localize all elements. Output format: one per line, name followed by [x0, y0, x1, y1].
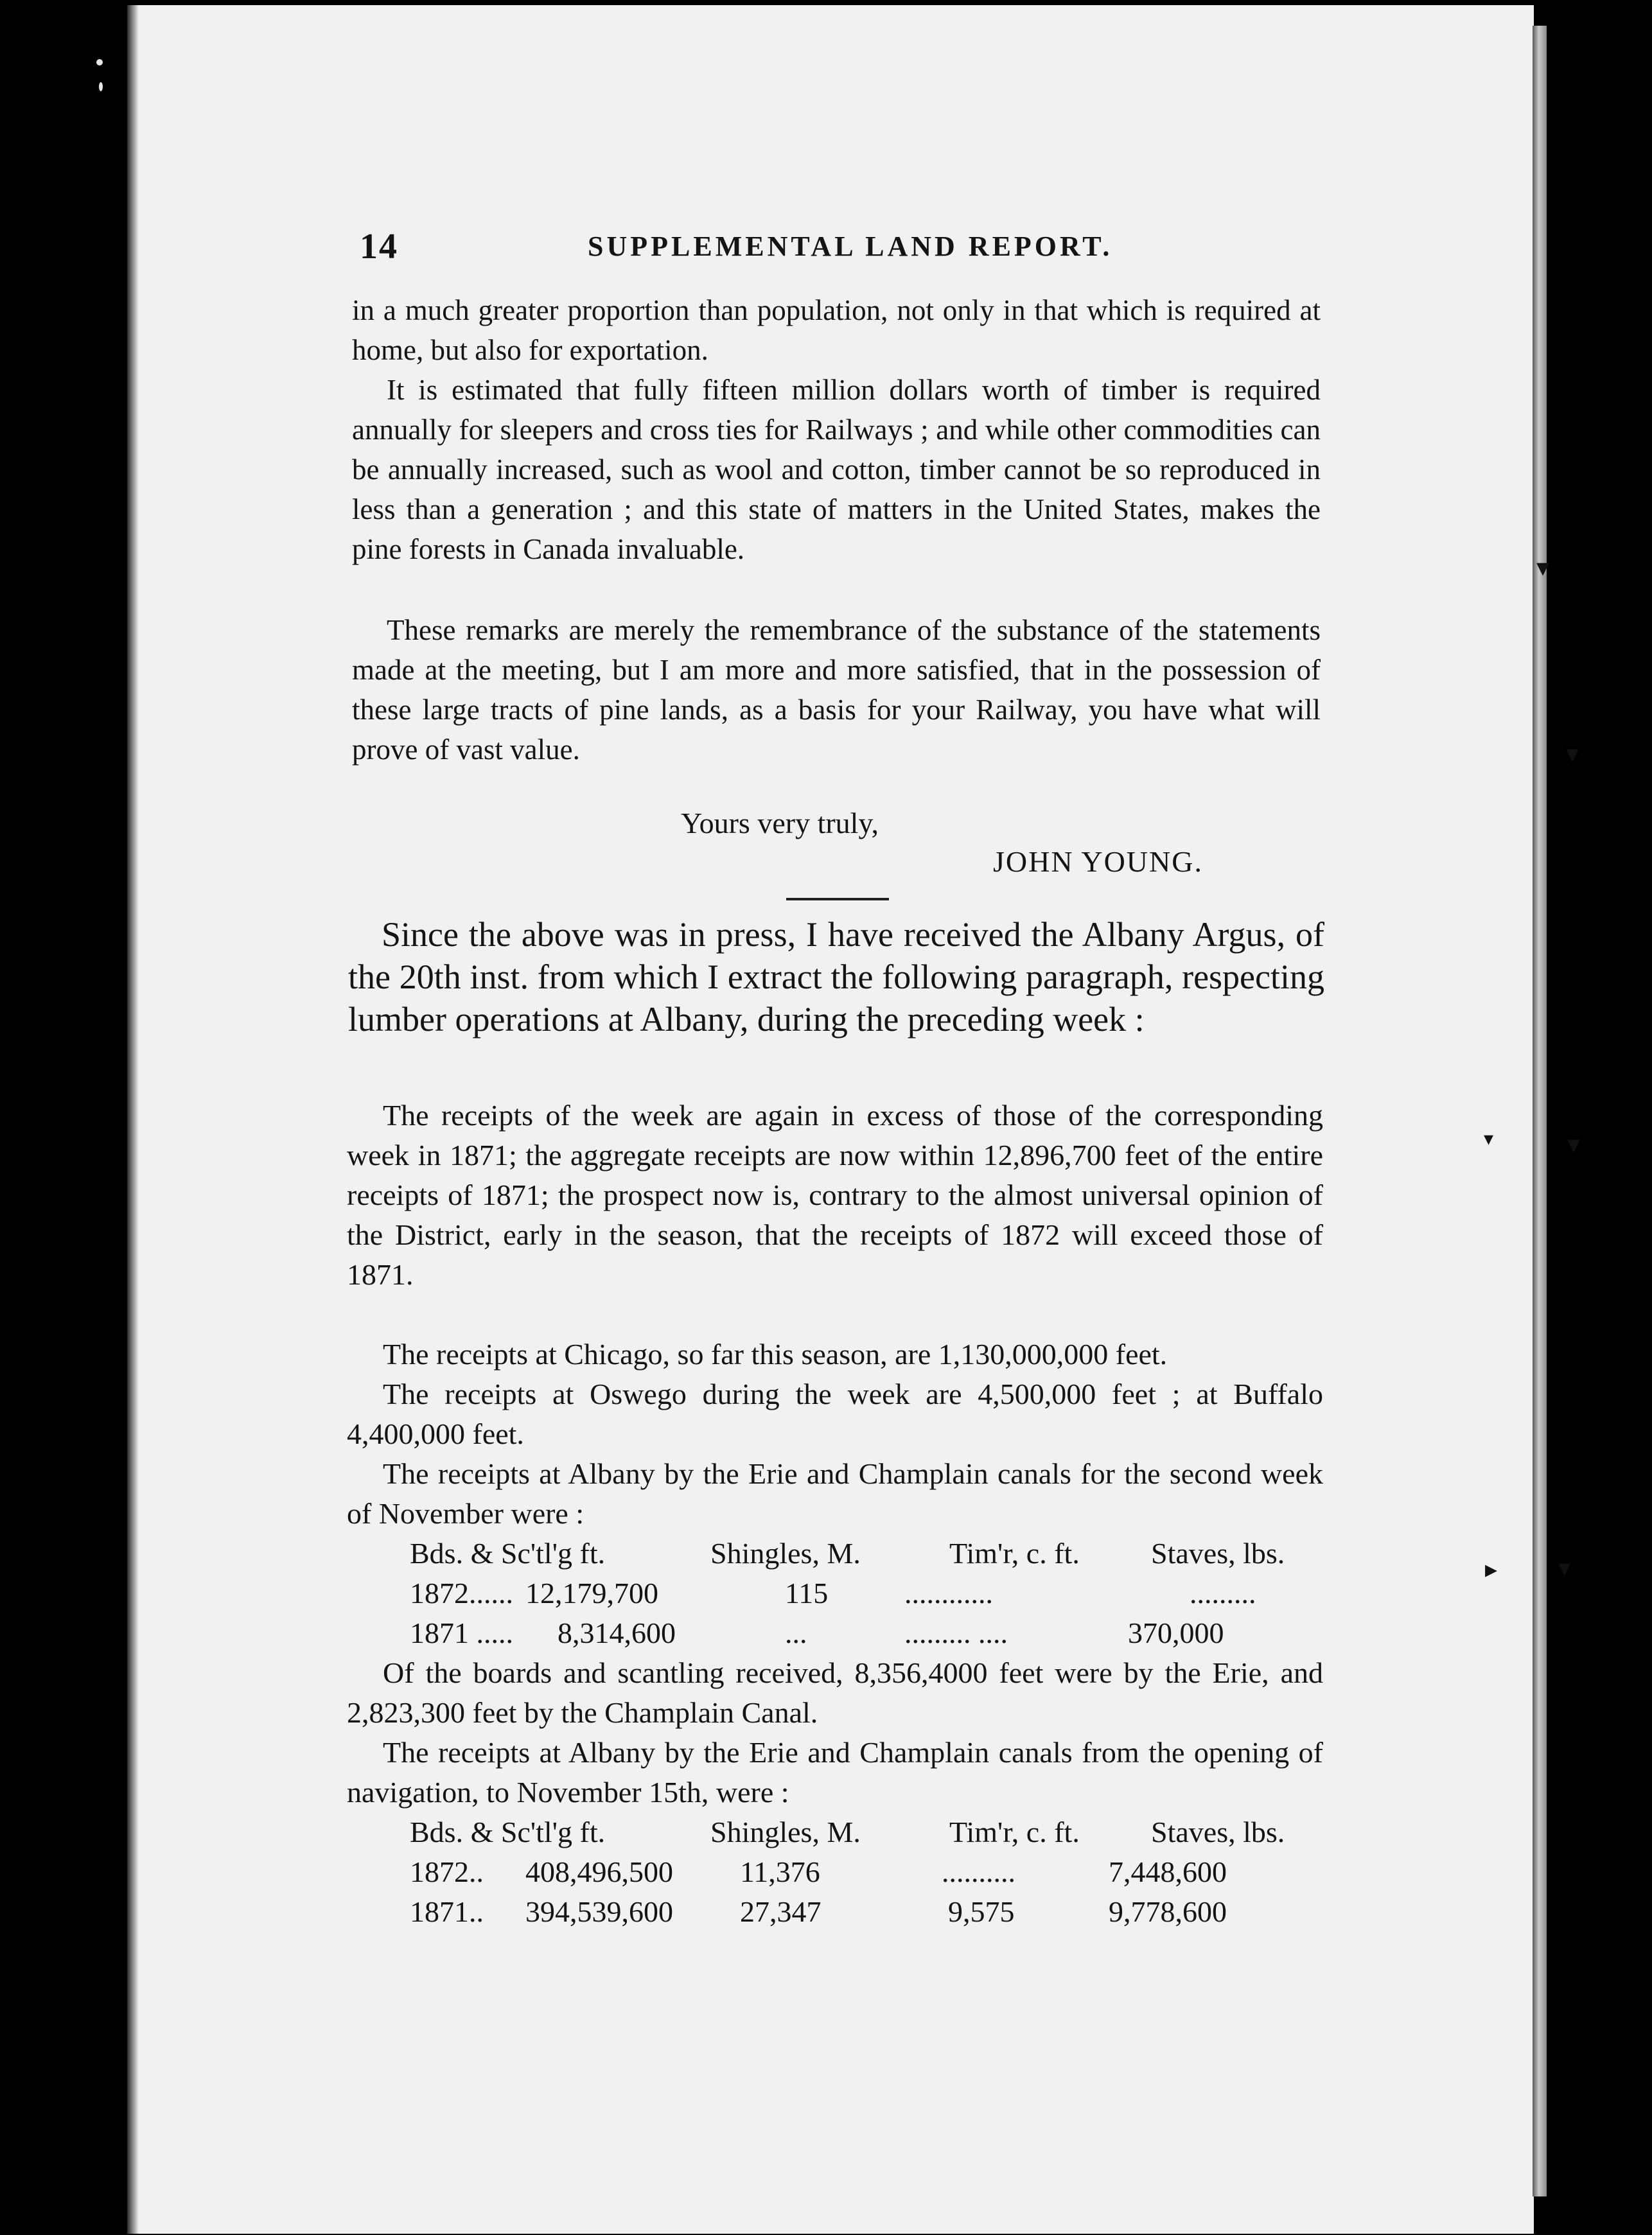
- table-row: [347, 1852, 1323, 1892]
- year-cell: 1872......: [410, 1577, 513, 1609]
- letter-signature: JOHN YOUNG.: [993, 845, 1203, 878]
- boards-cell: 408,496,500: [525, 1855, 673, 1888]
- column-header: Shingles, M.: [710, 1816, 861, 1848]
- margin-mark: ▾: [1484, 1128, 1494, 1150]
- column-header: Bds. & Sc'tl'g ft.: [410, 1816, 606, 1848]
- receipts-table-season: [347, 1812, 1323, 1932]
- year-cell: 1872..: [410, 1855, 484, 1888]
- margin-mark: ▾: [1558, 1555, 1571, 1582]
- timber-cell: ......... ....: [904, 1617, 1008, 1649]
- table-row: [347, 1613, 1323, 1653]
- quote-paragraph-4: The receipts at Albany by the Erie and Champlain canals for the second week of November were :: [347, 1457, 1323, 1530]
- quote-paragraph-1: The receipts of the week are again in excess of those of the corresponding week in 1871; the aggregate receipts are now within 12,896,700 feet of the entire receipts of 1871; the prospect now is, contrary to the almost universal opinion of the District, early in the season, that the receipts of 1872 will exceed those of 1871.: [347, 1099, 1323, 1291]
- table-header-row: [347, 1534, 1323, 1573]
- shingles-cell: 11,376: [740, 1855, 820, 1888]
- boards-cell: 8,314,600: [558, 1617, 676, 1649]
- quote-paragraph-3: The receipts at Oswego during the week are 4,500,000 feet ; at Buffalo 4,400,000 feet.: [347, 1378, 1323, 1450]
- quote-paragraph-2: The receipts at Chicago, so far this season, are 1,130,000,000 feet.: [383, 1338, 1168, 1371]
- scan-speck: [99, 82, 103, 91]
- letter-paragraph-3: These remarks are merely the remembrance of the substance of the statements made at the meeting, but I am more and more satisfied, that in the possession of these large tracts of pine lands, as a basis for your Railway, you have what will prove of vast value.: [352, 614, 1321, 766]
- quote-paragraph-5: Of the boards and scantling received, 8,356,4000 feet were by the Erie, and 2,823,300 feet by the Champlain Canal.: [347, 1656, 1323, 1729]
- scan-border-right: [1534, 0, 1652, 2235]
- page-number: 14: [360, 227, 398, 267]
- staves-cell: .........: [1190, 1577, 1256, 1609]
- letter-paragraph-2: It is estimated that fully fifteen million dollars worth of timber is required annually for sleepers and cross ties for Railways ; and while other commodities can be annually increased, such as wool and cotton, timber cannot be so reproduced in less than a generation ; and this state of matters in the United States, makes the pine forests in Canada invaluable.: [352, 374, 1321, 565]
- section-divider: [786, 898, 889, 900]
- running-head: SUPPLEMENTAL LAND REPORT.: [588, 231, 1113, 262]
- column-header: Tim'r, c. ft.: [949, 1816, 1080, 1848]
- letter-paragraph-1: in a much greater proportion than population, not only in that which is required at home, but also for exportation.: [352, 294, 1321, 366]
- column-header: Staves, lbs.: [1151, 1816, 1285, 1848]
- postscript-intro: Since the above was in press, I have received the Albany Argus, of the 20th inst. from which I extract the following paragraph, respecting lumber operations at Albany, during the preceding week :: [348, 915, 1324, 1039]
- page-header: [360, 226, 1323, 271]
- boards-cell: 394,539,600: [525, 1895, 673, 1928]
- margin-mark: ▾: [1566, 739, 1579, 768]
- table-row: [347, 1573, 1323, 1613]
- margin-mark: ▸: [1485, 1556, 1498, 1583]
- timber-cell: 9,575: [948, 1895, 1015, 1928]
- year-cell: 1871 .....: [410, 1617, 513, 1649]
- margin-mark: ▾: [1567, 1130, 1581, 1159]
- year-cell: 1871..: [410, 1895, 484, 1928]
- staves-cell: 9,778,600: [1109, 1895, 1227, 1928]
- shingles-cell: 27,347: [740, 1895, 822, 1928]
- timber-cell: ............: [904, 1577, 993, 1609]
- column-header: Bds. & Sc'tl'g ft.: [410, 1537, 606, 1570]
- facing-page-edge: [1533, 26, 1550, 2196]
- boards-cell: 12,179,700: [525, 1577, 658, 1609]
- staves-cell: 370,000: [1128, 1617, 1224, 1649]
- column-header: Shingles, M.: [710, 1537, 861, 1570]
- column-header: Staves, lbs.: [1151, 1537, 1285, 1570]
- shingles-cell: 115: [785, 1577, 829, 1609]
- column-header: Tim'r, c. ft.: [949, 1537, 1080, 1570]
- table-header-row: [347, 1812, 1323, 1852]
- letter-closing: Yours very truly,: [681, 807, 879, 839]
- table-row: [347, 1892, 1323, 1932]
- shingles-cell: ...: [785, 1617, 807, 1649]
- margin-mark: ▾: [1536, 553, 1550, 582]
- page-edge-shadow: [127, 5, 139, 2234]
- scan-speck: [96, 59, 103, 66]
- staves-cell: 7,448,600: [1109, 1855, 1227, 1888]
- receipts-table-weekly: [347, 1534, 1323, 1653]
- timber-cell: ..........: [942, 1855, 1015, 1888]
- quote-paragraph-6: The receipts at Albany by the Erie and Champlain canals from the opening of navigation, to November 15th, were :: [347, 1736, 1323, 1809]
